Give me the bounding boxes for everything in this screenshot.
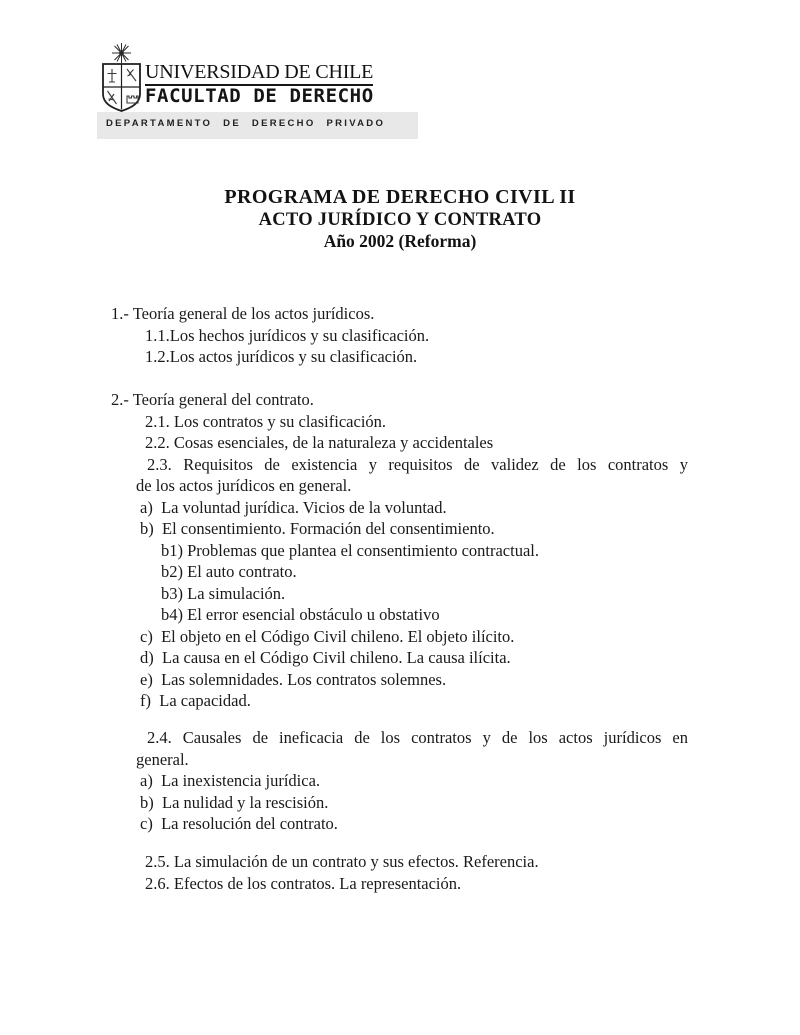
program-line: a) La inexistencia jurídica.	[140, 771, 321, 790]
section-2-4	[111, 727, 688, 835]
program-title: PROGRAMA DE DERECHO CIVIL II	[224, 186, 576, 208]
program-line: 1.- Teoría general de los actos jurídicos.	[111, 304, 375, 323]
title-block	[0, 185, 800, 252]
program-line: a) La voluntad jurídica. Vicios de la voluntad.	[140, 497, 447, 517]
program-line: de los actos jurídicos en general.	[136, 476, 352, 495]
program-line: b) La nulidad y la rescisión.	[140, 792, 329, 812]
section-2-5-6	[111, 851, 688, 894]
program-line: 1.2.Los actos jurídicos y su clasificación.	[145, 347, 418, 366]
program-line: 2.1. Los contratos y su clasificación.	[145, 411, 387, 431]
program-line: 2.5. La simulación de un contrato y sus efectos. Referencia.	[145, 852, 539, 871]
program-line: b1) Problemas que plantea el consentimiento contractual.	[161, 540, 540, 560]
program-line: b3) La simulación.	[161, 583, 286, 603]
program-line: 2.2. Cosas esenciales, de la naturaleza y accidentales	[145, 433, 494, 452]
program-year: Año 2002 (Reforma)	[323, 231, 477, 251]
program-line: f) La capacidad.	[140, 691, 251, 710]
program-subtitle: ACTO JURÍDICO Y CONTRATO	[258, 210, 542, 230]
program-line: 2.6. Efectos de los contratos. La representación.	[145, 873, 462, 893]
program-line: general.	[136, 749, 189, 769]
program-line: b4) El error esencial obstáculo u obstativo	[161, 605, 440, 624]
program-line: c) El objeto en el Código Civil chileno. El objeto ilícito.	[140, 626, 515, 646]
program-line: 2.- Teoría general del contrato.	[111, 390, 314, 409]
university-name: UNIVERSIDAD DE CHILE	[145, 62, 373, 86]
program-line: b) El consentimiento. Formación del consentimiento.	[140, 519, 495, 538]
program-line: 1.1.Los hechos jurídicos y su clasificación.	[145, 325, 430, 345]
program-line: b2) El auto contrato.	[161, 562, 297, 581]
program-line: e) Las solemnidades. Los contratos solemnes.	[140, 669, 447, 689]
section-2	[111, 389, 688, 712]
section-1	[111, 303, 688, 368]
department-name: DEPARTAMENTO DE DERECHO PRIVADO	[106, 118, 386, 129]
university-crest-icon	[98, 42, 145, 112]
faculty-name: FACULTAD DE DERECHO	[145, 85, 374, 107]
program-line: 2.3. Requisitos de existencia y requisitos de validez de los contratos y	[147, 454, 688, 474]
program-line: d) La causa en el Código Civil chileno. La causa ilícita.	[140, 648, 511, 667]
program-line: c) La resolución del contrato.	[140, 814, 338, 833]
department-band	[97, 112, 418, 139]
program-line: 2.4. Causales de ineficacia de los contratos y de los actos jurídicos en	[147, 728, 688, 747]
